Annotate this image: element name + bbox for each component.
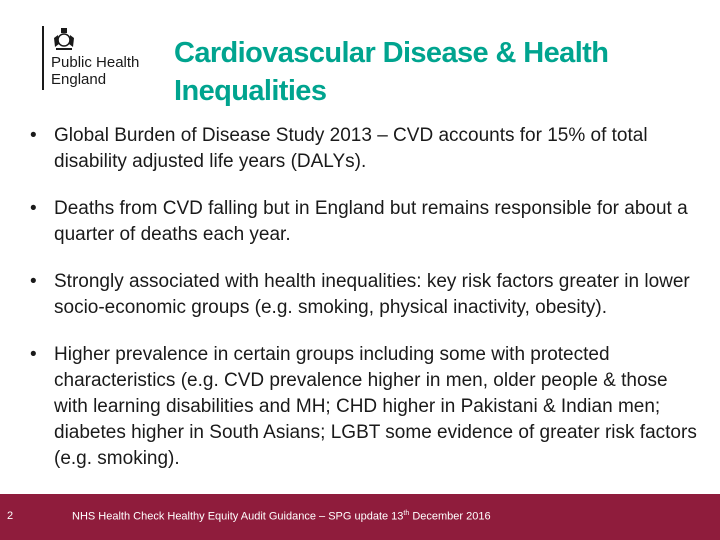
- slide-title-line-1: Cardiovascular Disease & Health: [174, 37, 609, 69]
- bullet-item: [30, 342, 702, 472]
- bullet-marker: •: [30, 344, 37, 365]
- slide-title: [174, 34, 694, 110]
- logo-wordmark: Public Health England: [51, 54, 140, 88]
- footer-caption: [72, 510, 491, 523]
- bullet-marker: •: [30, 125, 37, 146]
- bullet-text: Global Burden of Disease Study 2013 – CVD accounts for 15% of total disability adjusted life years (DALYs).: [54, 125, 648, 172]
- bullet-item: [30, 269, 702, 321]
- footer-caption-superscript: th: [403, 510, 410, 517]
- bullet-list: [30, 123, 702, 493]
- royal-crest-icon: [51, 26, 77, 52]
- bullet-text: Deaths from CVD falling but in England but remains responsible for about a quarter of deaths each year.: [54, 198, 688, 245]
- slide-title-line-2: Inequalities: [174, 75, 327, 107]
- bullet-marker: •: [30, 198, 37, 219]
- footer-caption-end: December 2016: [409, 510, 491, 523]
- page-number: 2: [7, 510, 14, 522]
- footer-caption-main: NHS Health Check Healthy Equity Audit Guidance – SPG update 13: [72, 510, 404, 523]
- bullet-item: [30, 196, 702, 248]
- logo-divider: [42, 26, 44, 90]
- bullet-text: Strongly associated with health inequalities: key risk factors greater in lower socio-economic groups (e.g. smoking, physical inactivity, obesity).: [54, 271, 690, 318]
- bullet-marker: •: [30, 271, 37, 292]
- bullet-item: [30, 123, 702, 175]
- footer-bar: [0, 494, 720, 540]
- phe-logo: [42, 26, 152, 90]
- bullet-text: Higher prevalence in certain groups including some with protected characteristics (e.g. CVD prevalence higher in men, older people & those with learning disabilities and MH; CHD higher in Pakistani & Indian men; diabetes higher in South Asians; LGBT some evidence of greater risk factors (e.g. smoking).: [54, 344, 697, 469]
